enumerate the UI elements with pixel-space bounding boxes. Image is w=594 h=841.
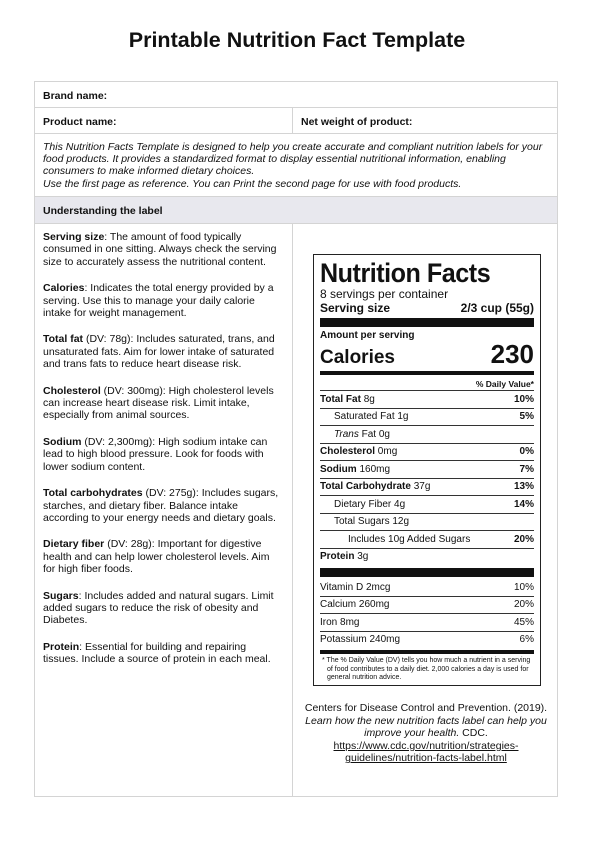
serving-size-value: 2/3 cup (55g) <box>460 301 534 315</box>
nutrient-row <box>320 460 534 478</box>
term-desc: (DV: 2,300mg): High sodium intake can lead to high blood pressure. Look for foods with lower sodium content. <box>43 435 268 473</box>
nutrient-row <box>320 443 534 461</box>
product-row <box>35 108 557 134</box>
vitamin-dv: 10% <box>513 581 534 593</box>
template-table <box>34 81 558 797</box>
term-protein <box>43 641 284 666</box>
term-desc: : Includes added and natural sugars. Limit added sugars to reduce the risk of obesity and Diabetes. <box>43 589 274 627</box>
vitamin-row <box>320 579 534 596</box>
thick-divider <box>320 318 534 327</box>
term-calories <box>43 282 284 319</box>
nutrient-name: Saturated Fat 1g <box>334 411 409 423</box>
nutrient-name: Total Fat <box>320 393 361 405</box>
term-sugars <box>43 590 284 627</box>
nutrient-name: Includes 10g Added Sugars <box>348 533 471 545</box>
amount-per-serving: Amount per serving <box>320 330 415 341</box>
servings-per-container: 8 servings per container <box>320 287 449 301</box>
nutrient-dv: 0% <box>519 446 534 458</box>
nutrient-row <box>320 390 534 408</box>
medium-divider <box>320 650 534 654</box>
nutrient-row <box>320 478 534 496</box>
citation <box>301 702 551 765</box>
term-desc: (DV: 28g): Important for digestive health and can help lower cholesterol levels. Aim for high fiber foods. <box>43 538 270 576</box>
nutrition-facts-label <box>313 254 541 686</box>
vitamin-name: Calcium 260mg <box>320 599 390 611</box>
term-total-fat <box>43 333 284 370</box>
serving-size-row <box>320 301 534 315</box>
calories-label: Calories <box>320 347 395 368</box>
citation-tail: CDC. <box>459 727 488 740</box>
label-title: Nutrition Facts <box>320 258 491 288</box>
term-name: Total carbohydrates <box>43 487 143 500</box>
term-name: Total fat <box>43 333 84 346</box>
nutrient-dv: 14% <box>513 498 534 510</box>
nutrient-dv: 7% <box>519 463 534 475</box>
nutrient-dv: 5% <box>519 411 534 423</box>
vitamin-dv: 6% <box>519 634 534 646</box>
term-serving-size <box>43 231 284 268</box>
nutrient-amount: 8g <box>363 393 375 405</box>
net-weight-cell[interactable] <box>293 108 412 128</box>
citation-link[interactable]: https://www.cdc.gov/nutrition/strategies-guidelines/nutrition-facts-label.html <box>333 739 519 765</box>
nutrient-amount: 160mg <box>359 463 391 475</box>
nutrient-name: Total Sugars 12g <box>334 516 410 528</box>
nutrient-amount: 37g <box>413 481 431 493</box>
term-desc: : Essential for building and repairing tissues. Include a source of protein in each meal. <box>43 640 271 666</box>
nutrient-dv: 10% <box>513 393 534 405</box>
vitamin-dv: 45% <box>513 616 534 628</box>
citation-lead: Centers for Disease Control and Prevention. (2019). <box>304 702 548 714</box>
nutrient-name: Cholesterol <box>320 446 376 458</box>
term-name: Sugars <box>43 589 79 602</box>
nutrient-name: Sodium <box>320 463 357 475</box>
term-desc: : Indicates the total energy provided by a serving. Use this to manage your daily calorie intake for weight management. <box>43 282 274 320</box>
term-name: Cholesterol <box>43 384 101 397</box>
term-dietary-fiber <box>43 538 284 575</box>
nutrient-row <box>320 425 534 443</box>
term-name: Protein <box>43 640 80 653</box>
net-weight-label: Net weight of product: <box>301 116 413 128</box>
nutrient-dv: 20% <box>513 533 534 545</box>
term-cholesterol <box>43 385 284 422</box>
term-desc: (DV: 275g): Includes sugars, starches, and dietary fiber. Balance intake according to your energy needs and dietary goals. <box>43 487 279 524</box>
section-header: Understanding the label <box>35 197 557 224</box>
vitamin-name: Vitamin D 2mcg <box>320 581 391 593</box>
term-sodium <box>43 436 284 473</box>
vitamin-row <box>320 631 534 649</box>
intro-text <box>35 134 557 197</box>
product-name-label: Product name: <box>43 116 117 128</box>
nutrient-name: Protein <box>320 551 355 563</box>
term-list <box>35 224 293 796</box>
vitamin-name: Potassium 240mg <box>320 634 401 646</box>
citation-title: Learn how the new nutrition facts label can help you improve your health. <box>305 714 547 740</box>
nutrient-name: Dietary Fiber 4g <box>334 498 406 510</box>
term-name: Dietary fiber <box>43 538 105 551</box>
medium-divider <box>320 371 534 375</box>
nutrient-dv: 13% <box>513 481 534 493</box>
vitamin-dv: 20% <box>513 599 534 611</box>
vitamin-row <box>320 596 534 614</box>
daily-value-header: % Daily Value* <box>475 379 534 389</box>
page-title: Printable Nutrition Fact Template <box>128 28 466 52</box>
nutrient-row <box>320 548 534 566</box>
intro-instruction: Use the first page as reference. You can Print the second page for use with food products. <box>43 177 462 190</box>
nutrient-row <box>320 408 534 426</box>
vitamin-row <box>320 613 534 631</box>
nutrient-name: Trans <box>334 428 359 440</box>
nutrient-amount: Fat 0g <box>361 428 390 440</box>
term-name: Calories <box>43 282 85 295</box>
nutrient-row <box>320 530 534 548</box>
nutrient-name: Total Carbohydrate <box>320 481 411 493</box>
vitamin-name: Iron 8mg <box>320 616 360 628</box>
product-name-cell[interactable] <box>35 108 293 133</box>
label-column <box>293 224 557 796</box>
term-total-carbohydrates <box>43 487 284 524</box>
nutrient-row <box>320 495 534 513</box>
nutrient-amount: 3g <box>357 551 369 563</box>
calories-value: 230 <box>490 339 534 369</box>
thick-divider <box>320 568 534 577</box>
serving-size-label: Serving size <box>320 301 391 315</box>
label-footnote: * The % Daily Value (DV) tells you how much a nutrient in a serving of food contributes to a daily diet. 2,000 calories a day is used for general nutrition advice. <box>322 657 531 681</box>
term-desc: (DV: 300mg): High cholesterol levels can increase heart disease risk. Limit intake, especially from animal sources. <box>43 384 274 422</box>
brand-name-row[interactable] <box>35 82 557 108</box>
term-name: Serving size <box>43 231 105 243</box>
brand-name-label: Brand name: <box>43 90 108 102</box>
calories-row <box>320 341 534 369</box>
term-name: Sodium <box>43 435 82 448</box>
nutrient-amount: 0mg <box>377 446 398 458</box>
intro-paragraph: This Nutrition Facts Template is designed to help you create accurate and compliant nutrition labels for your food products. It provides a standardized format to display essential nutritional information, enabling consumers to make informed dietary choices. <box>43 141 543 178</box>
term-desc: (DV: 78g): Includes saturated, trans, and unsaturated fats. Aim for lower intake of saturated and trans fats to reduce heart disease risk. <box>43 333 275 371</box>
nutrient-row <box>320 513 534 531</box>
term-desc: : The amount of food typically consumed in one sitting. Always check the serving size to accurately assess the nutritional content. <box>43 231 277 268</box>
